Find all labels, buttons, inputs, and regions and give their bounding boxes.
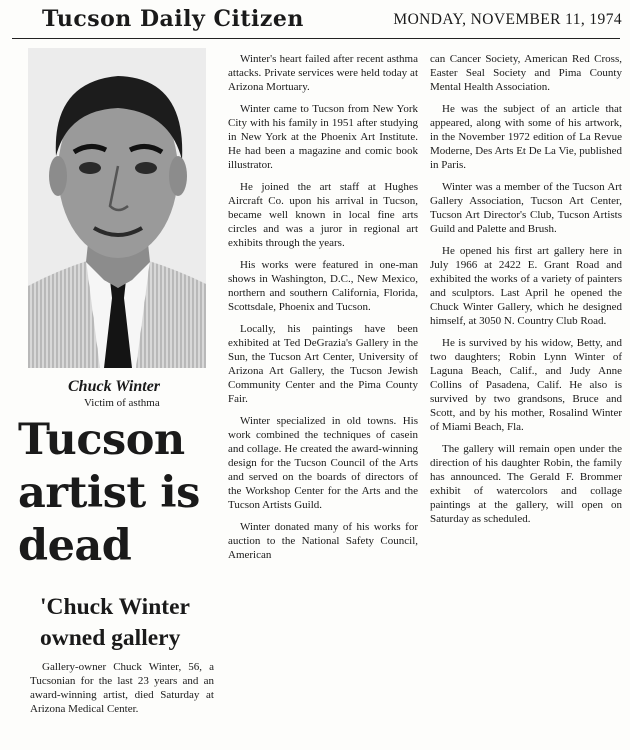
portrait-photo	[28, 48, 206, 368]
article-paragraph: Winter's heart failed after recent asthma attacks. Private services were held today at Arizona Mortuary.	[228, 53, 418, 93]
article-column-3	[430, 52, 622, 534]
portrait-illustration	[28, 48, 206, 368]
article-paragraph: Winter came to Tucson from New York City with his family in 1951 after studying in New York at the Phoenix Art Institute. He had been a magazine and comic book illustrator.	[228, 103, 418, 171]
article-paragraph: The gallery will remain open under the direction of his daughter Robin, the family has announced. The Gerald F. Brommer exhibit of watercolors and collage paintings at the gallery, will open on Saturday as scheduled.	[430, 443, 622, 525]
article-paragraph: Locally, his paintings have been exhibited at Ted DeGrazia's Gallery in the Sun, the Tucson Art Center, University of Arizona Art Gallery, the Tucson Jewish Community Center and the Pima County Fair.	[228, 323, 418, 405]
article-paragraph: Winter donated many of his works for auction to the National Safety Council, American	[228, 521, 418, 561]
article-column-1	[30, 660, 214, 724]
article-paragraph: can Cancer Society, American Red Cross, Easter Seal Society and Pima County Mental Health Association.	[430, 53, 622, 93]
photo-caption-name: Chuck Winter	[68, 378, 161, 395]
photo-caption-subtitle: Victim of asthma	[84, 397, 160, 409]
article-paragraph: His works were featured in one-man shows in Washington, D.C., New Mexico, northern and southern California, Florida, Scottsdale, Phoenix and Tucson.	[228, 259, 418, 313]
newspaper-title: Tucson Daily Citizen	[42, 6, 304, 32]
article-paragraph: Winter specialized in old towns. His work combined the techniques of casein and collage. He created the award-winning design for the Tucson Council of the Arts and served on the boards of directors of the Workshop Center for the Arts and the Tucson Artists Guild.	[228, 415, 418, 511]
article-paragraph: He opened his first art gallery here in July 1966 at 2422 E. Grant Road and exhibited the works of a variety of painters and sculptors. Last April he opened the Chuck Winter Gallery, which he designed himself, at 3050 N. Country Club Road.	[430, 245, 622, 327]
article-paragraph: He joined the art staff at Hughes Aircraft Co. upon his arrival in Tucson, became well known in local fine arts circles and was a juror in regional art exhibits through the years.	[228, 181, 418, 249]
article-column-2	[228, 52, 418, 570]
masthead	[10, 6, 622, 36]
masthead-rule	[12, 38, 620, 39]
article-paragraph: He is survived by his widow, Betty, and two daughters; Robin Lynn Winter of Laguna Beach, Calif., and Judy Anne Collins of Pasadena, Calif. He also is survived by two grandsons, Bruce and Scott, and by his mother, Rosalind Winter of Miami Beach, Fla.	[430, 337, 622, 433]
headline: Tucson artist is dead	[18, 415, 200, 571]
subheadline: 'Chuck Winter owned gallery	[40, 594, 190, 651]
article-paragraph: Gallery-owner Chuck Winter, 56, a Tucsonian for the last 23 years and an award-winning artist, died Saturday at Arizona Medical Center.	[30, 661, 214, 715]
issue-date: MONDAY, NOVEMBER 11, 1974	[393, 11, 622, 28]
article-paragraph: He was the subject of an article that appeared, along with some of his artwork, in the November 1972 edition of La Revue Moderne, Des Arts Et De La Vie, published in Paris.	[430, 103, 622, 171]
article-paragraph: Winter was a member of the Tucson Art Gallery Association, Tucson Art Center, Tucson Art Director's Club, Tucson Artists Guild and Palette and Brush.	[430, 181, 622, 235]
